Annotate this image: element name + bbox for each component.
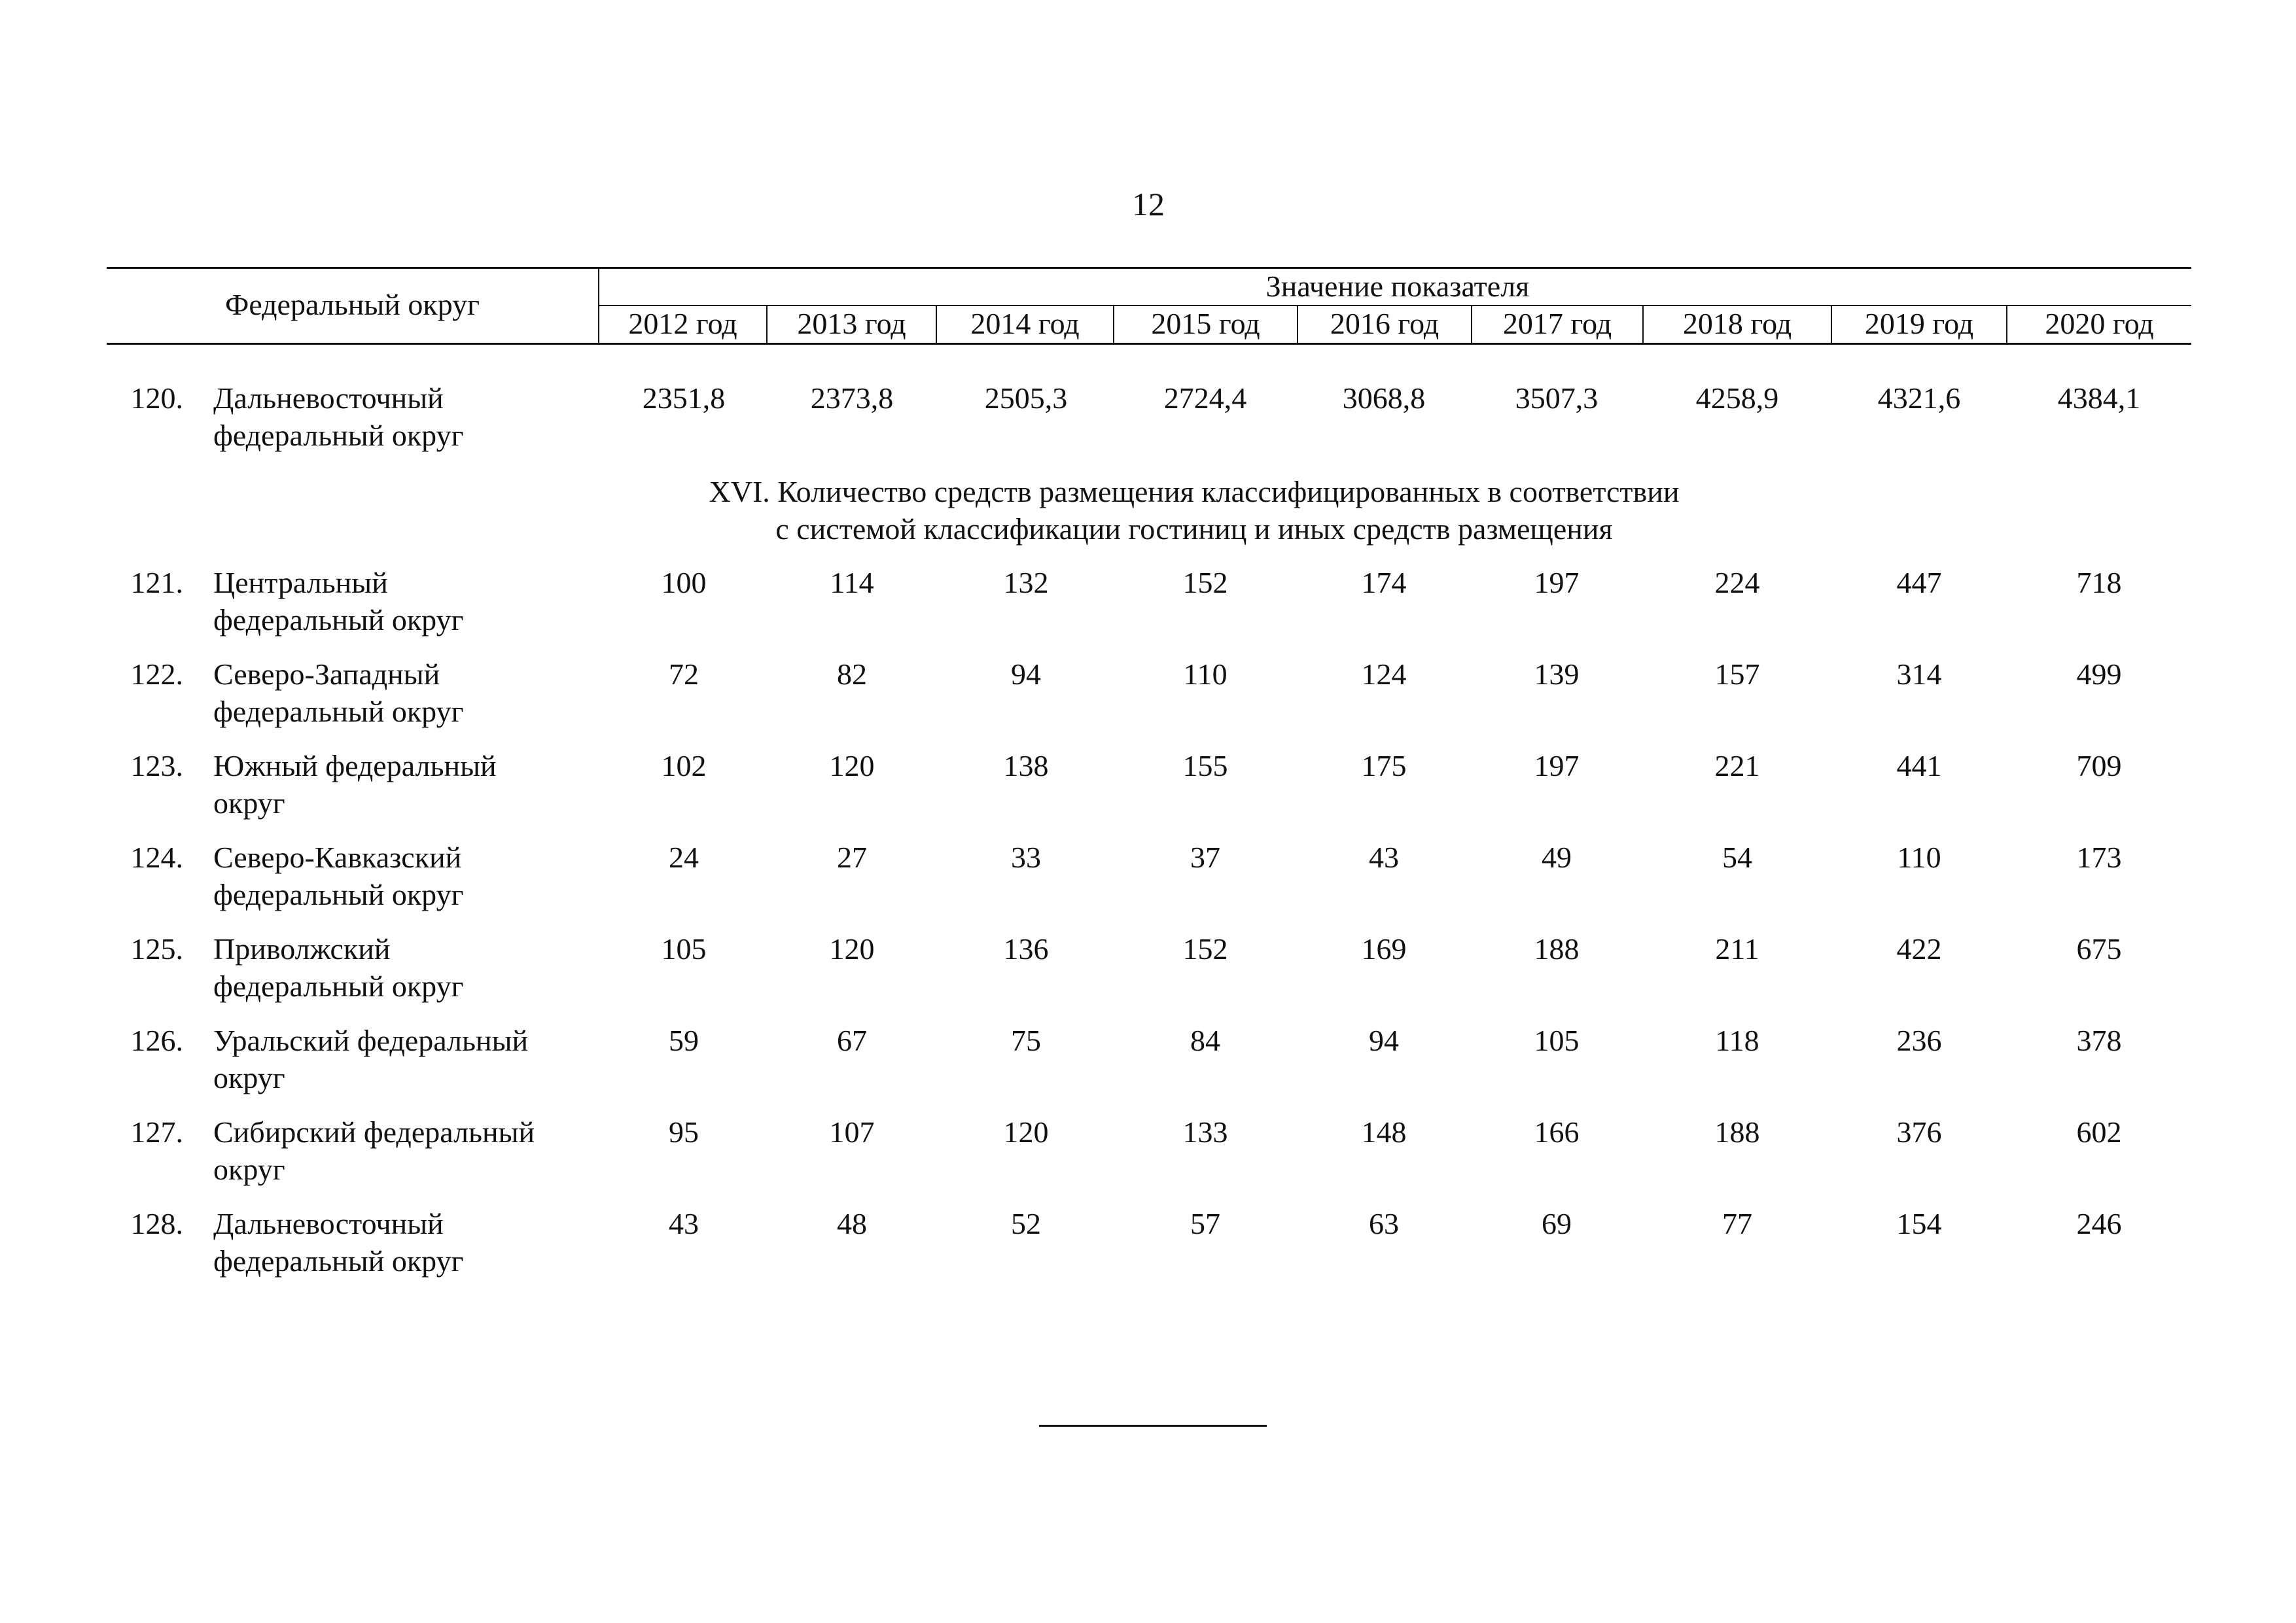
value-cell: 105	[1534, 1024, 1580, 1057]
value-cell: 72	[669, 657, 699, 691]
year-header: 2016 год	[1330, 307, 1439, 340]
value-cell: 169	[1361, 932, 1407, 966]
value-cell: 4258,9	[1695, 381, 1779, 415]
value-cell: 197	[1534, 749, 1580, 782]
value-cell: 2724,4	[1163, 381, 1247, 415]
value-cell: 173	[2076, 841, 2122, 874]
header-value-label: Значение показателя	[1265, 270, 1530, 303]
row-number: 126.	[130, 1024, 183, 1057]
value-cell: 27	[837, 841, 867, 874]
value-cell: 54	[1722, 841, 1752, 874]
row-number: 125.	[130, 932, 183, 966]
value-cell: 246	[2076, 1207, 2122, 1240]
region-name-line1: Уральский федеральный	[213, 1024, 529, 1057]
value-cell: 2505,3	[984, 381, 1068, 415]
region-name-line1: Дальневосточный	[213, 1207, 444, 1240]
value-cell: 48	[837, 1207, 867, 1240]
value-cell: 188	[1534, 932, 1580, 966]
value-cell: 709	[2076, 749, 2122, 782]
row-number: 120.	[130, 381, 183, 415]
value-cell: 378	[2076, 1024, 2122, 1057]
value-cell: 152	[1182, 932, 1228, 966]
value-cell: 102	[661, 749, 707, 782]
value-cell: 118	[1715, 1024, 1759, 1057]
year-header: 2018 год	[1682, 307, 1792, 340]
value-cell: 37	[1190, 841, 1220, 874]
year-header: 2017 год	[1502, 307, 1612, 340]
value-cell: 107	[829, 1115, 875, 1149]
value-cell: 136	[1003, 932, 1049, 966]
value-cell: 157	[1714, 657, 1760, 691]
value-cell: 197	[1534, 566, 1580, 599]
value-cell: 155	[1182, 749, 1228, 782]
region-name-line1: Сибирский федеральный	[213, 1115, 535, 1149]
region-name-line1: Центральный	[213, 566, 388, 599]
value-cell: 114	[830, 566, 874, 599]
value-cell: 138	[1003, 749, 1049, 782]
section-heading-line2: с системой классификации гостиниц и иных средств размещения	[775, 512, 1613, 546]
row-number: 128.	[130, 1207, 183, 1240]
value-cell: 675	[2076, 932, 2122, 966]
year-header: 2020 год	[2045, 307, 2154, 340]
value-cell: 124	[1361, 657, 1407, 691]
value-cell: 602	[2076, 1115, 2122, 1149]
region-name-line2: округ	[213, 1061, 285, 1094]
value-cell: 174	[1361, 566, 1407, 599]
value-cell: 2373,8	[810, 381, 894, 415]
table-header-bottom-rule	[107, 343, 2191, 345]
region-name-line2: федеральный округ	[213, 1244, 464, 1278]
value-cell: 43	[1369, 841, 1399, 874]
value-cell: 152	[1182, 566, 1228, 599]
row-number: 122.	[130, 657, 183, 691]
value-cell: 95	[669, 1115, 699, 1149]
value-cell: 441	[1896, 749, 1942, 782]
value-cell: 63	[1369, 1207, 1399, 1240]
value-cell: 236	[1896, 1024, 1942, 1057]
page-number: 12	[1132, 186, 1165, 222]
value-cell: 120	[1003, 1115, 1049, 1149]
value-cell: 166	[1534, 1115, 1580, 1149]
value-cell: 75	[1011, 1024, 1041, 1057]
region-name-line2: федеральный округ	[213, 969, 464, 1003]
value-cell: 59	[669, 1024, 699, 1057]
value-cell: 4321,6	[1877, 381, 1961, 415]
value-cell: 57	[1190, 1207, 1220, 1240]
year-header: 2013 год	[797, 307, 906, 340]
value-cell: 376	[1896, 1115, 1942, 1149]
region-name-line1: Северо-Кавказский	[213, 841, 462, 874]
value-cell: 148	[1361, 1115, 1407, 1149]
region-name-line2: федеральный округ	[213, 603, 464, 637]
value-cell: 105	[661, 932, 707, 966]
value-cell: 132	[1003, 566, 1049, 599]
value-cell: 67	[837, 1024, 867, 1057]
region-name-line2: федеральный округ	[213, 419, 464, 452]
value-cell: 314	[1896, 657, 1942, 691]
value-cell: 82	[837, 657, 867, 691]
region-name-line2: федеральный округ	[213, 695, 464, 728]
value-cell: 499	[2076, 657, 2122, 691]
value-cell: 100	[661, 566, 707, 599]
row-number: 123.	[130, 749, 183, 782]
value-cell: 175	[1361, 749, 1407, 782]
region-name-line1: Южный федеральный	[213, 749, 497, 782]
value-cell: 94	[1011, 657, 1041, 691]
year-header: 2015 год	[1151, 307, 1260, 340]
value-cell: 2351,8	[642, 381, 726, 415]
row-number: 124.	[130, 841, 183, 874]
value-cell: 24	[669, 841, 699, 874]
section-heading-line1: XVI. Количество средств размещения классифицированных в соответствии	[709, 475, 1680, 508]
value-cell: 120	[829, 932, 875, 966]
value-cell: 3507,3	[1515, 381, 1598, 415]
value-cell: 43	[669, 1207, 699, 1240]
row-number: 127.	[130, 1115, 183, 1149]
region-name-line2: округ	[213, 786, 285, 820]
value-cell: 4384,1	[2057, 381, 2141, 415]
footer-rule	[1039, 1425, 1267, 1427]
year-header: 2014 год	[970, 307, 1080, 340]
value-cell: 188	[1714, 1115, 1760, 1149]
value-cell: 110	[1897, 841, 1941, 874]
value-cell: 211	[1715, 932, 1759, 966]
value-cell: 139	[1534, 657, 1580, 691]
value-cell: 110	[1183, 657, 1227, 691]
value-cell: 52	[1011, 1207, 1041, 1240]
value-cell: 69	[1542, 1207, 1572, 1240]
region-name-line1: Приволжский	[213, 932, 391, 966]
value-cell: 120	[829, 749, 875, 782]
value-cell: 133	[1182, 1115, 1228, 1149]
value-cell: 3068,8	[1342, 381, 1426, 415]
region-name-line1: Северо-Западный	[213, 657, 440, 691]
value-cell: 77	[1722, 1207, 1752, 1240]
value-cell: 718	[2076, 566, 2122, 599]
value-cell: 447	[1896, 566, 1942, 599]
year-header: 2012 год	[628, 307, 737, 340]
region-name-line2: федеральный округ	[213, 878, 464, 911]
value-cell: 84	[1190, 1024, 1220, 1057]
value-cell: 221	[1714, 749, 1760, 782]
value-cell: 33	[1011, 841, 1041, 874]
region-name-line2: округ	[213, 1153, 285, 1186]
row-number: 121.	[130, 566, 183, 599]
region-name-line1: Дальневосточный	[213, 381, 444, 415]
value-cell: 422	[1896, 932, 1942, 966]
value-cell: 94	[1369, 1024, 1399, 1057]
value-cell: 224	[1714, 566, 1760, 599]
value-cell: 49	[1542, 841, 1572, 874]
year-header: 2019 год	[1864, 307, 1974, 340]
header-region-label: Федеральный округ	[225, 288, 480, 321]
value-cell: 154	[1896, 1207, 1942, 1240]
